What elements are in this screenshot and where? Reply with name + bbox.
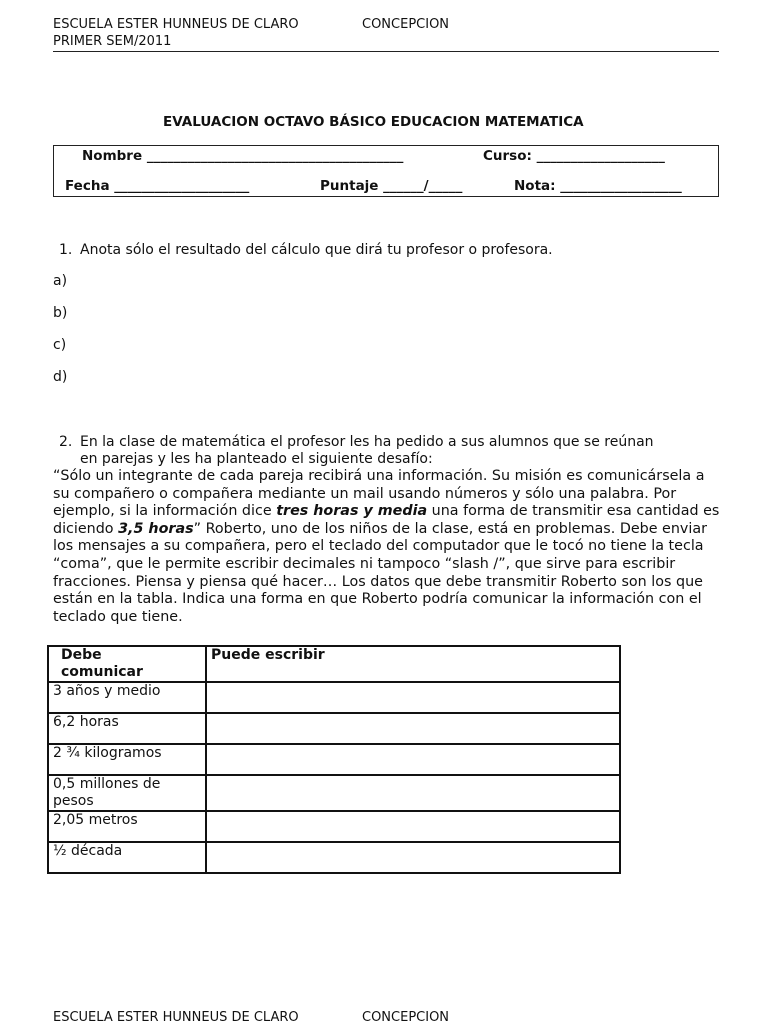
row-item: 2 ¾ kilogramos — [48, 744, 206, 775]
footer-school: ESCUELA ESTER HUNNEUS DE CLARO — [53, 1010, 299, 1025]
header-school: ESCUELA ESTER HUNNEUS DE CLARO — [53, 17, 299, 32]
header-divider — [53, 51, 719, 52]
curso-field: Curso: ___________________ — [483, 148, 665, 164]
row-answer-cell[interactable] — [206, 713, 620, 744]
q1-option-b: b) — [53, 305, 68, 321]
q2-bold-answer: 3,5 horas — [118, 520, 194, 537]
row-answer-cell[interactable] — [206, 811, 620, 842]
row-item: 6,2 horas — [48, 713, 206, 744]
q2-text-part1: “Sólo un integrante de cada pareja recibirá una información. Su misión es comunicársela a su compañero o compañera mediante un mail usando números y sólo una palabra. Por ejemplo, si la información dice — [53, 468, 705, 520]
row-item: 2,05 metros — [48, 811, 206, 842]
nombre-field: Nombre ______________________________________ — [82, 148, 404, 164]
q2-text-part3: ” Roberto, uno de los niños de la clase, está en problemas. Debe enviar los mensajes a su compañera, pero el teclado del computador que le tocó no tiene la tecla “coma”, que le permite escribir decimales ni tampoco “slash /”, que sirve para escribir fracciones. Piensa y piensa qué hacer… Los datos que debe transmitir Roberto son los que están en la tabla. Indica una forma en que Roberto podría comunicar la información con el teclado que tiene. — [53, 520, 707, 625]
row-answer-cell[interactable] — [206, 775, 620, 811]
row-answer-cell[interactable] — [206, 682, 620, 713]
table-header-row — [48, 646, 620, 682]
q1-number: 1. — [59, 242, 73, 258]
row-answer-cell[interactable] — [206, 744, 620, 775]
table-row — [48, 682, 620, 713]
nota-field: Nota: __________________ — [514, 178, 682, 194]
row-item: ½ década — [48, 842, 206, 873]
q1-text: Anota sólo el resultado del cálculo que dirá tu profesor o profesora. — [80, 242, 553, 258]
header-city: CONCEPCION — [362, 17, 450, 32]
q2-number: 2. — [59, 434, 73, 450]
row-item: 3 años y medio — [48, 682, 206, 713]
table-row — [48, 811, 620, 842]
table-row — [48, 713, 620, 744]
header-puede-escribir: Puede escribir — [206, 646, 620, 682]
row-answer-cell[interactable] — [206, 842, 620, 873]
q2-intro-line1: En la clase de matemática el profesor les ha pedido a sus alumnos que se reúnan — [80, 434, 654, 450]
q1-option-a: a) — [53, 273, 68, 289]
data-table — [47, 645, 621, 874]
table-row — [48, 775, 620, 811]
q1-option-d: d) — [53, 369, 68, 385]
q2-bold-example: tres horas y media — [276, 503, 428, 520]
header-debe-comunicar — [48, 646, 206, 682]
student-info-box — [53, 145, 719, 197]
q2-text-part2: una forma de transmitir esa cantidad es diciendo — [53, 503, 720, 537]
footer-city: CONCEPCION — [362, 1010, 450, 1025]
header-semester: PRIMER SEM/2011 — [53, 34, 172, 49]
header-debe-comunicar-label: Debe comunicar — [61, 647, 143, 680]
q2-paragraph — [53, 468, 723, 626]
fecha-field: Fecha ____________________ — [65, 178, 250, 194]
page-title: EVALUACION OCTAVO BÁSICO EDUCACION MATEMATICA — [163, 114, 584, 130]
puntaje-field: Puntaje ______/_____ — [320, 178, 463, 194]
row-item-label: 0,5 millones de pesos — [53, 776, 161, 809]
q2-intro-line2: en parejas y les ha planteado el siguiente desafío: — [80, 451, 433, 467]
row-item — [48, 775, 206, 811]
table-row — [48, 744, 620, 775]
q1-option-c: c) — [53, 337, 67, 353]
table-row — [48, 842, 620, 873]
